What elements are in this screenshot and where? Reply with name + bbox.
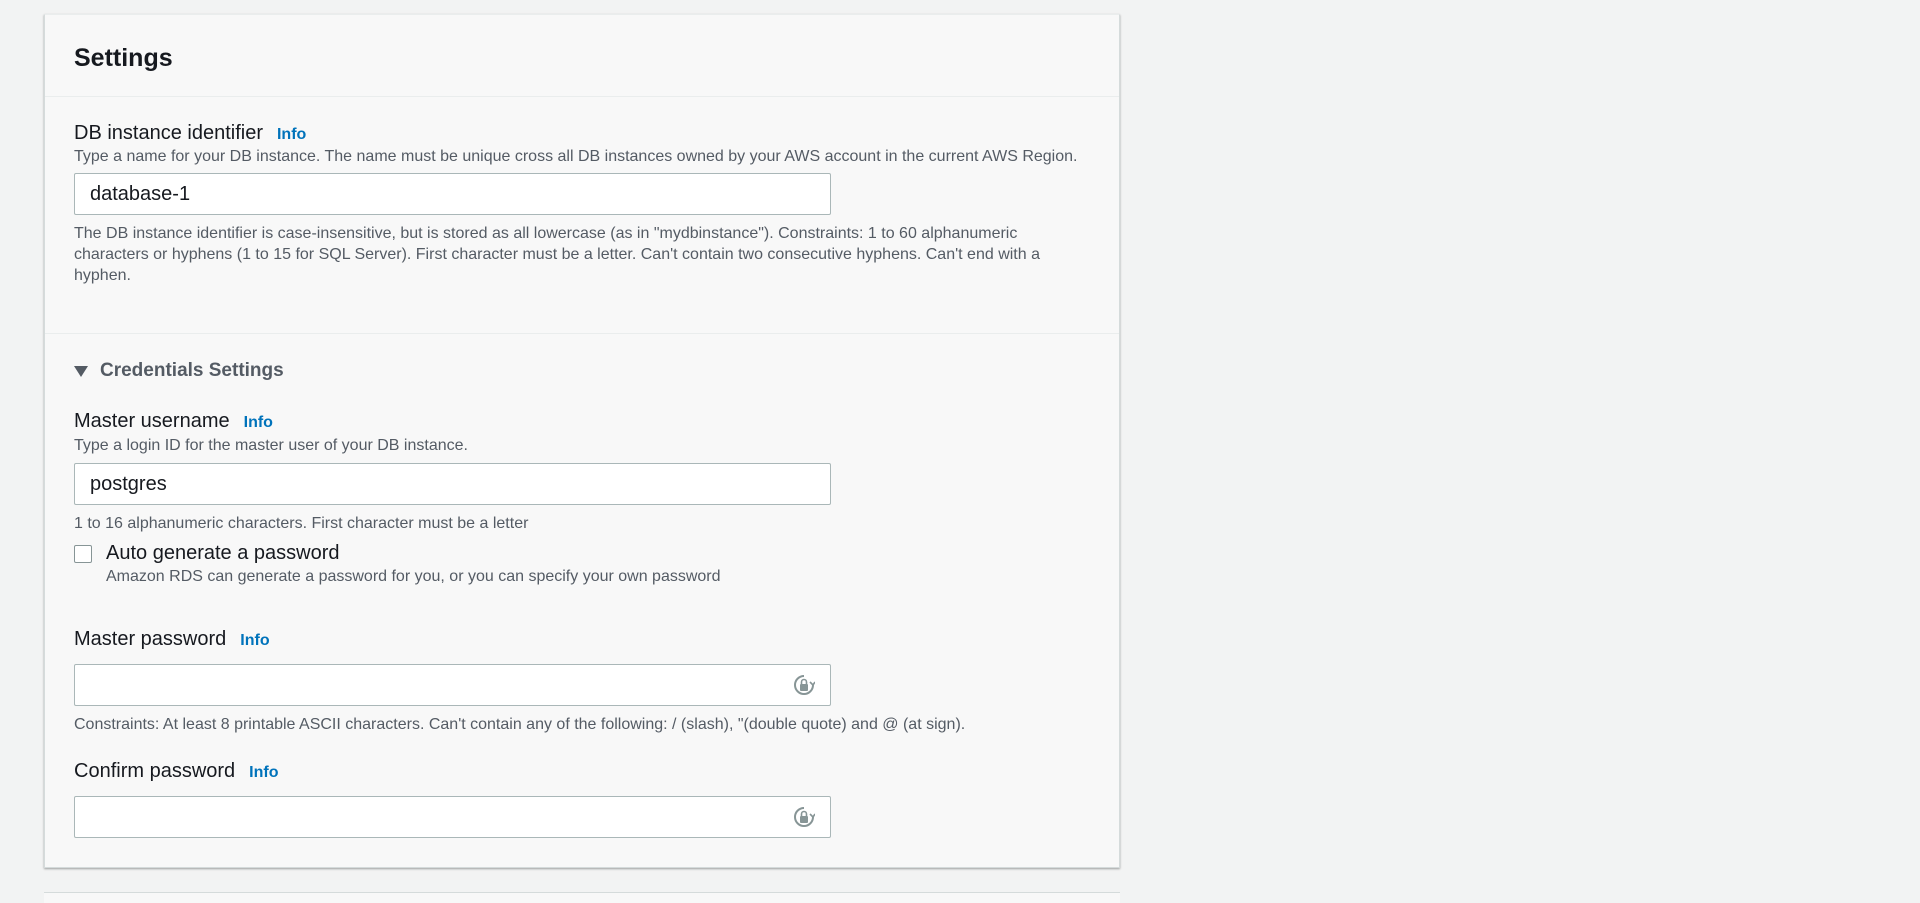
settings-panel [44,14,1120,868]
master-username-label-row [74,408,1090,434]
master-password-constraint: Constraints: At least 8 printable ASCII characters. Can't contain any of the following: / (slash), "(double quote) and @ (at sign). [74,716,966,733]
db-identifier-input[interactable] [74,173,831,215]
auto-generate-row [74,540,1090,587]
auto-generate-text [106,540,721,587]
password-lock-icon[interactable] [793,674,815,696]
master-password-label-row [74,626,1090,652]
settings-title: Settings [74,44,173,72]
master-username-info-link[interactable]: Info [243,414,273,431]
confirm-password-label: Confirm password [74,760,236,782]
master-password-label: Master password [74,628,227,650]
master-password-input[interactable] [74,664,831,706]
master-username-constraint: 1 to 16 alphanumeric characters. First character must be a letter [74,515,529,532]
db-identifier-label-row [74,120,1090,146]
confirm-password-info-link[interactable]: Info [249,764,279,781]
confirm-password-field [74,796,831,838]
auto-generate-label[interactable]: Auto generate a password [106,542,340,564]
caret-down-icon [74,366,88,377]
db-identifier-description: Type a name for your DB instance. The name must be unique cross all DB instances owned by your AWS account in the current AWS Region. [74,148,1078,165]
credentials-title: Credentials Settings [100,360,284,381]
db-identifier-section [45,97,1119,334]
credentials-section [45,334,1119,838]
master-username-description: Type a login ID for the master user of your DB instance. [74,437,468,454]
master-username-label: Master username [74,410,230,432]
settings-header [45,15,1119,97]
master-password-field [74,664,831,706]
master-password-info-link[interactable]: Info [240,632,270,649]
credentials-expander[interactable] [74,358,1090,384]
confirm-password-label-row [74,758,1090,784]
password-lock-icon[interactable] [793,806,815,828]
db-identifier-constraint: The DB instance identifier is case-insensitive, but is stored as all lowercase (as in "mydbinstance"). Constraints: 1 to 60 alphanumeric characters or hyphens (1 to 15 for SQL Server). First character must be a letter. Can't contain two consecutive hyphens. Can't end with a hyphen. [74,225,1040,284]
master-username-input[interactable] [74,463,831,505]
next-panel-edge [44,892,1120,903]
db-identifier-label: DB instance identifier [74,122,263,144]
confirm-password-input[interactable] [74,796,831,838]
auto-generate-checkbox[interactable] [74,545,92,563]
auto-generate-description: Amazon RDS can generate a password for you, or you can specify your own password [106,568,721,585]
db-identifier-info-link[interactable]: Info [276,126,307,143]
